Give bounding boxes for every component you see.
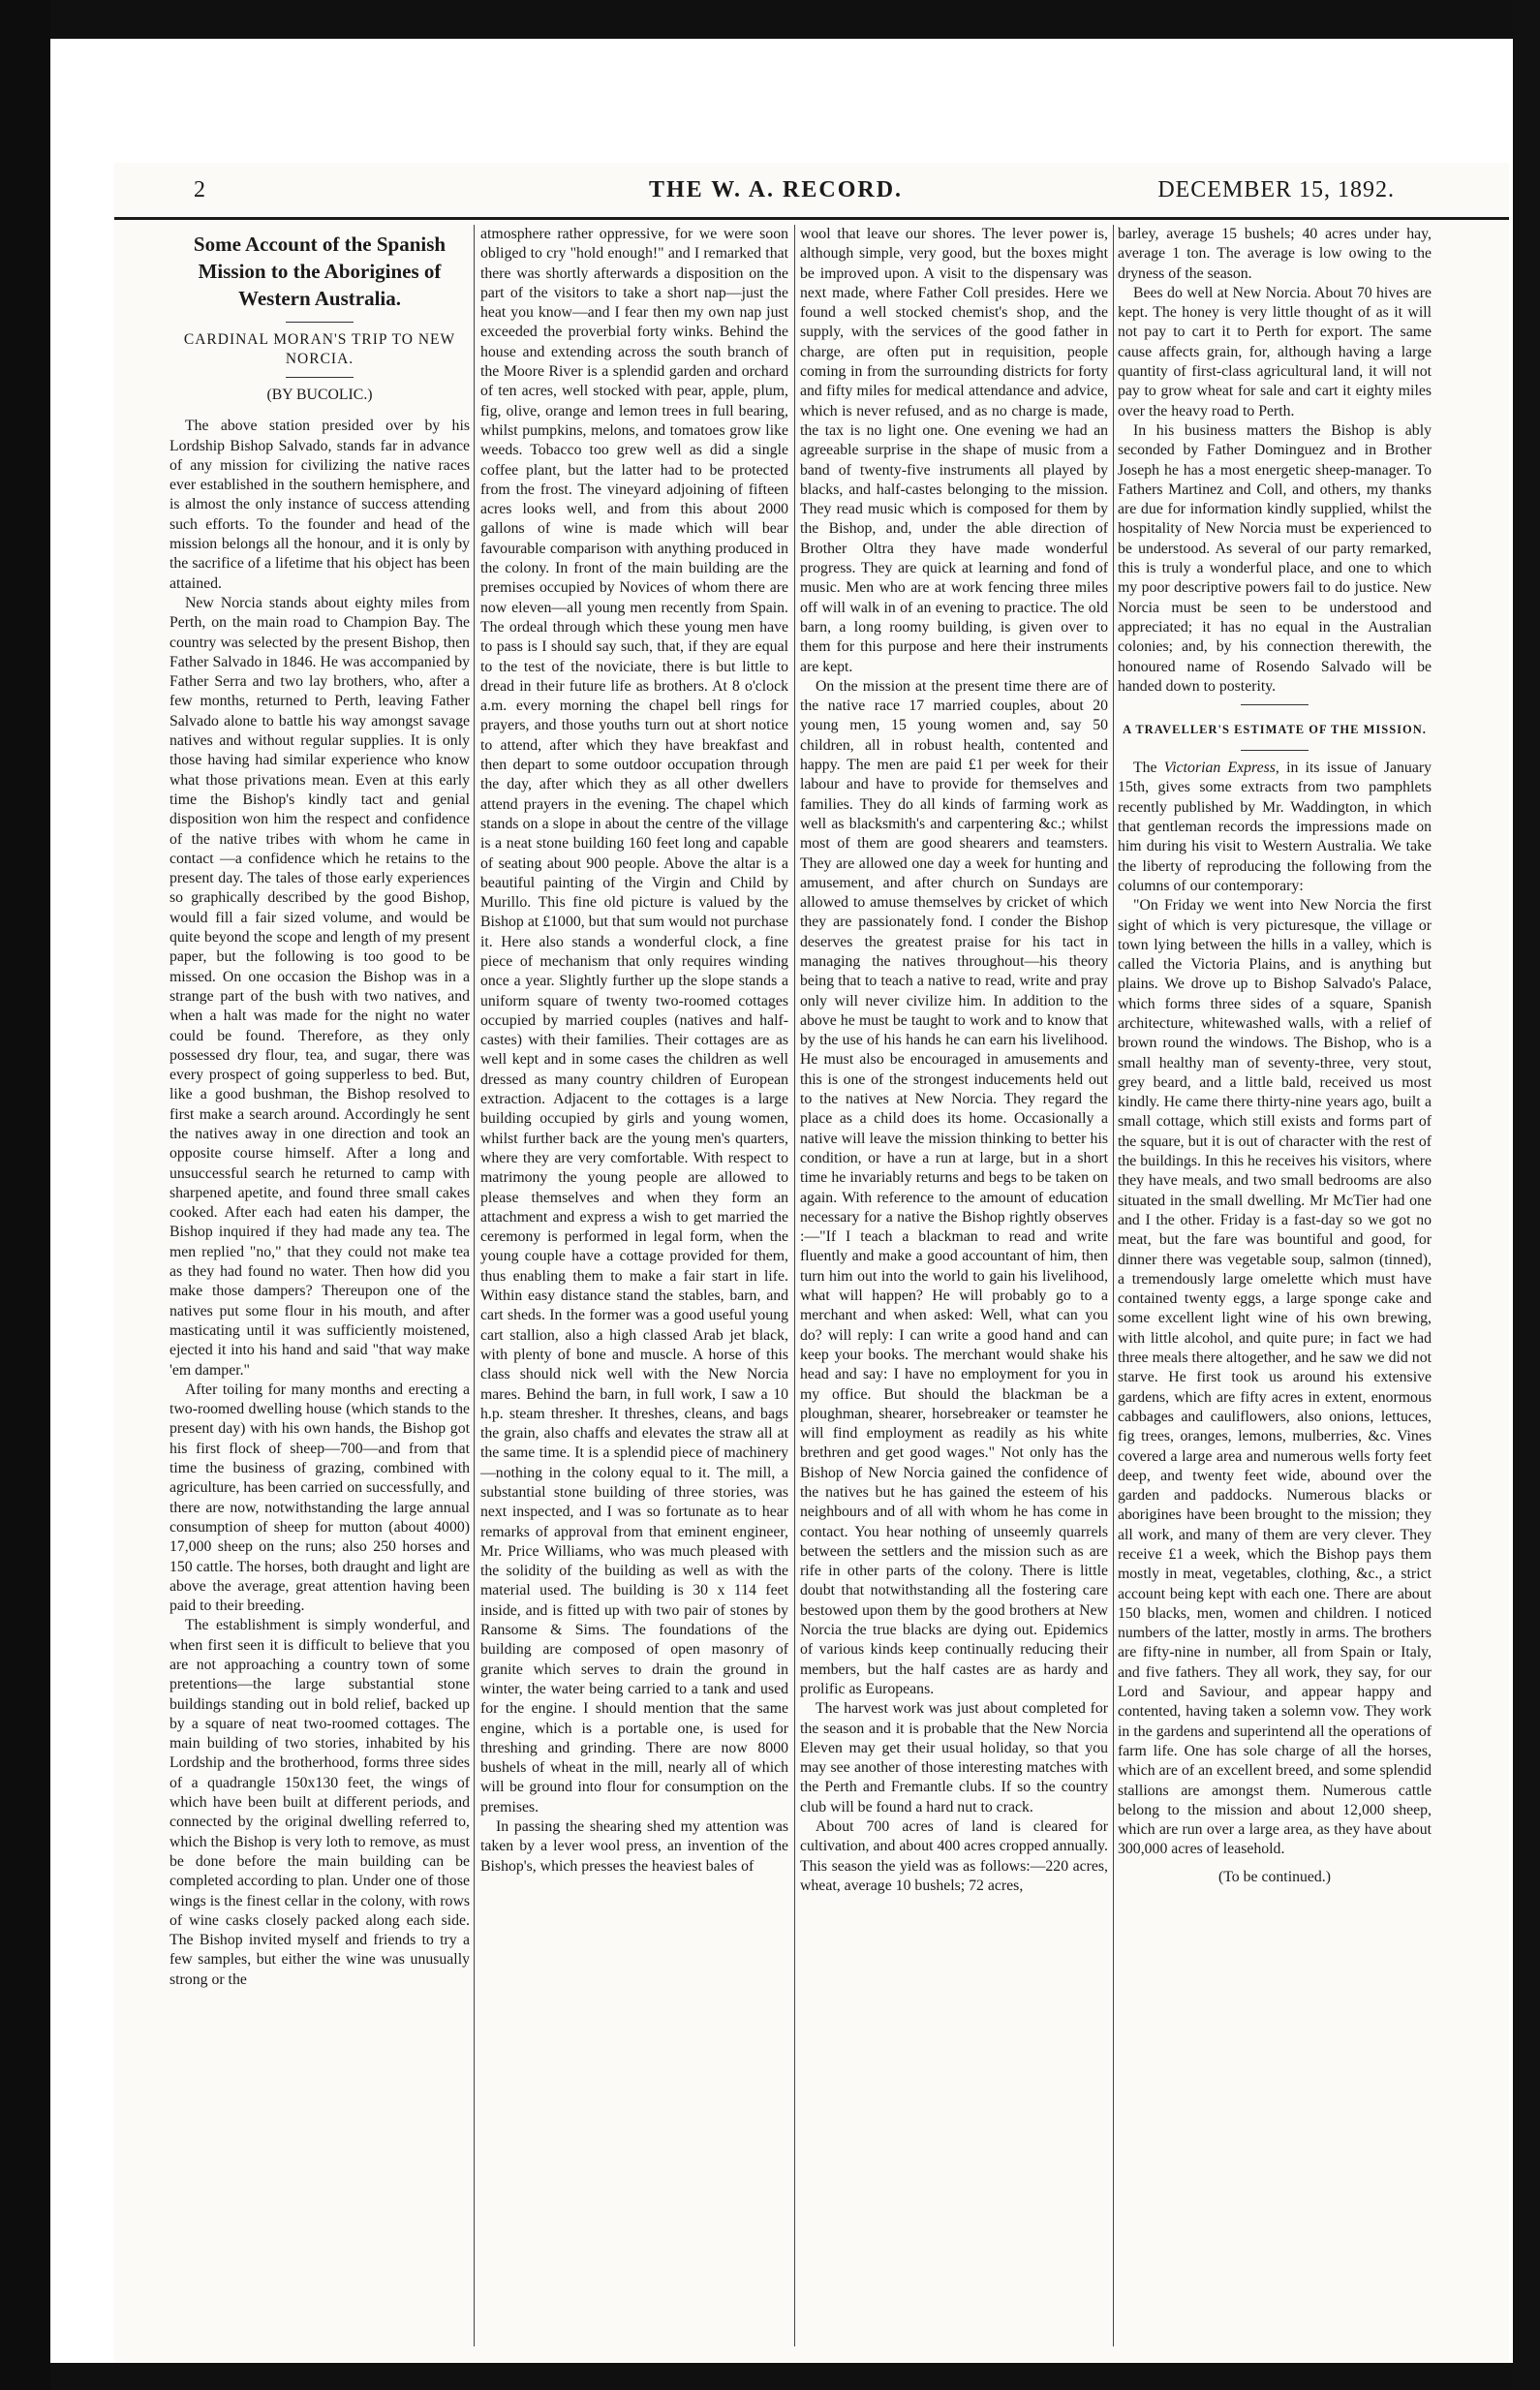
page-number: 2 — [194, 177, 205, 202]
scan-border-top — [0, 0, 1540, 39]
paragraph: Bees do well at New Norcia. About 70 hives are kept. The honey is very little thought of as it will not pay to cart it to Perth for export. The same cause affects grain, for, although having a large quantity of first-class agricultural land, it will not pay to grow wheat for sale and cart it eighty miles over the heavy road to Perth. — [1118, 284, 1432, 419]
paragraph: atmosphere rather oppressive, for we were soon obliged to cry "hold enough!" and I remarked that there was shortly afterwards a disposition on the part of the visitors to take a short nap—just the heat you know—and I fear then my own nap just exceeded the proverbial forty winks. Behind the house and extending across the south branch of the Moore River is a splendid garden and orchard of ten acres, well stocked with pear, apple, plum, fig, olive, orange and lemon trees in full bearing, whilst pumpkins, melons, and tomatoes grow like weeds. Tobacco too grew well as did a single coffee plant, but the latter had to be protected from the frost. The vineyard adjoining of fifteen acres looks well, and from this about 2000 gallons of wine is made which will bear favourable comparison with anything produced in the colony. In front of the main building are the premises occupied by Novices of whom there are now eleven—all young men recently from Spain. The ordeal through which these young men have to pass is I should say such, that, if they are equal to the test of the noviciate, there is but little to dread in their future life as brothers. At 8 o'clock a.m. every morning the chapel bell rings for prayers, and those youths turn out at short notice to attend, after which they have breakfast and then depart to some outdoor occupation through the day, after which they as all other dwellers attend prayers in the evening. The chapel which stands on a slope in about the centre of the village is a neat stone building 160 feet long and capable of seating about 900 people. Above the altar is a beautiful painting of the Virgin and Child by Murillo. This fine old picture is valued by the Bishop at £1000, but that sum would not purchase it. Here also stands a wonderful clock, a fine piece of mechanism that only requires winding once a year. Slightly further up the slope stands a uniform square of twenty two-roomed cottages occupied by married couples (natives and half-castes) with their families. Their cottages are as well kept and in some cases the children as well dressed as many country children of European extraction. Adjacent to the cottages is a large building occupied by girls and young women, whilst further back are the young men's quarters, where they are very comfortable. With respect to matrimony the young people are allowed to please themselves and when they form an attachment and express a wish to get married the ceremony is performed in legal form, when the young couple have a cottage provided for them, thus enabling them to make a fair start in life. Within easy distance stand the stables, barn, and cart sheds. In the former was a good useful young cart stallion, also a high classed Arab jet black, with plenty of bone and muscle. A horse of this class should nick well with the New Norcia mares. Behind the barn, in full work, I saw a 10 h.p. steam thresher. It threshes, cleans, and bags the grain, also chaffs and elevates the straw all at the same time. It is a splendid piece of machinery—nothing in the colony equal to it. The mill, a substantial stone building of three stories, was next inspected, and I was so fortunate as to hear remarks of approval from that eminent engineer, Mr. Price Williams, who was much pleased with the solidity of the building as well as with the material used. The building is 30 x 114 feet inside, and is fitted up with two pair of stones by Ransome & Sims. The foundations of the building are composed of open masonry of granite which serves to drain the ground in winter, the water being carried to a tank and used for the engine. I should mention that the same engine, which is a portable one, is used for threshing and grinding. There are now 8000 bushels of wheat in the mill, nearly all of which will be ground into flour for consumption on the premises. — [480, 226, 788, 1816]
article-headline: Some Account of the Spanish Mission to the Aborigines of Western Australia. — [193, 233, 447, 310]
masthead-rule — [114, 217, 1509, 220]
paragraph: barley, average 15 bushels; 40 acres under hay, average 1 ton. The average is low owing to the dryness of the season. — [1118, 226, 1432, 282]
paragraph: New Norcia stands about eighty miles from Perth, on the main road to Champion Bay. The country was selected by the present Bishop, then Father Salvado in 1846. He was accompanied by Father Serra and two lay brothers, who, after a few months, returned to Perth, leaving Father Salvado alone to battle his way amongst savage natives and without regular supplies. It is only those having had similar experience who know what those privations mean. Even at this early time the Bishop's kindly tact and genial disposition won him the respect and confidence of the native tribes with whom he came in contact —a confidence which he retains to the present day. The tales of those early experiences so graphically described by the good Bishop, would fill a fair sized volume, and would be quite beyond the scope and length of my present paper, but the following is too good to be missed. On one occasion the Bishop was in a strange part of the bush with two natives, and when a halt was made for the night no water could be found. Therefore, as they only possessed dry flour, tea, and sugar, there was every prospect of going supperless to bed. But, like a good bushman, the Bishop resolved to first make a search around. Accordingly he sent the natives away in one direction and took an opposite course himself. After a long and unsuccessful search he returned to camp with sharpened apetite, and found three small cakes cooked. After each had eaten his damper, the Bishop inquired if they had made any tea. The men replied "no," that they could not make tea as they had found no water. Then how did you make those dampers? Thereupon one of the natives put some flour in his mouth, and after masticating until it was sufficiently moistened, ejected it into his hand and said "that way make 'em damper." — [169, 594, 470, 1379]
divider — [286, 322, 354, 323]
article-subhead: CARDINAL MORAN'S TRIP TO NEW NORCIA. — [183, 331, 456, 367]
paragraph: The above station presided over by his Lordship Bishop Salvado, stands far in advance of any mission for civilizing the native races ever established in the southern hemisphere, and is almost the only instance of success attending such efforts. To the founder and head of the mission belongs all the honour, and it is only by the sacrifice of a lifetime that his object has been attained. — [169, 418, 470, 592]
scan-border-right — [1513, 0, 1540, 2390]
paragraph — [1118, 759, 1432, 896]
section-heading: A TRAVELLER'S ESTIMATE OF THE MISSION. — [1123, 723, 1427, 737]
column-4 — [1118, 225, 1432, 2346]
paragraph: The harvest work was just about completed for the season and it is probable that the New Norcia Eleven may get their usual holiday, so that you may see another of those interesting matches with the Perth and Fremantle clubs. If so the country club will be found a hard nut to crack. — [800, 1700, 1108, 1816]
article-byline: (BY BUCOLIC.) — [266, 387, 373, 403]
masthead — [194, 177, 1395, 212]
column-rule — [1113, 225, 1114, 2346]
paragraph: On the mission at the present time there are of the native race 17 married couples, about 20 young men, 15 young women and, say 50 children, all in robust health, contented and happy. The men are paid £1 per week for their labour and have to provide for themselves and families. They do all kinds of farming work as well as blacksmith's and carpentering &c.; whilst most of them are good shearers and teamsters. They are allowed one day a week for hunting and amusement, and after church on Sundays are allowed to amuse themselves by cricket of which they are passionately fond. I conder the Bishop deserves the greatest praise for his tact in managing the natives throughout—his theory being that to teach a native to read, write and pray only will never civilize him. In addition to the above he must be taught to work and to know that by the use of his hands he can earn his livelihood. He must also be encouraged in amusements and this is one of the strongest inducements held out to the natives at New Norcia. They regard the place as a child does its home. Occasionally a native will leave the mission thinking to better his condition, or have a run at large, but in a short time he invariably returns and begs to be taken on again. With reference to the amount of education necessary for a native the Bishop rightly observes :—"If I teach a blackman to read and write fluently and make a good accountant of him, then turn him out into the world to gain his livelihood, what will happen? He will probably go to a merchant and when asked: Well, what can you do? will reply: I can write a good hand and can keep your books. The merchant would shake his head and say: I have no employment for you in my office. But should the blackman be a ploughman, shearer, horsebreaker or teamster he will find employment as readily as his white brethren and get good wages." Not only has the Bishop of New Norcia gained the confidence of the natives but he has gained the esteem of his neighbours and of all with whom he has come in contact. You hear nothing of unseemly quarrels between the settlers and the mission such as are rife in other parts of the colony. There is little doubt that notwithstanding all the fostering care bestowed upon them by the good brothers at New Norcia the true blacks are dying out. Epidemics of various kinds keep continually reducing their members, but the half castes are as hardy and prolific as Europeans. — [800, 677, 1108, 1697]
column-rule — [474, 225, 475, 2346]
paragraph: After toiling for many months and erecting a two-roomed dwelling house (which stands to the present day) with his own hands, the Bishop got his first flock of sheep—700—and from that time the business of grazing, combined with agriculture, has been carried on successfully, and there are now, notwithstanding the large annual consumption of sheep for mutton (about 4000) 17,000 sheep on the runs; also 250 horses and 150 cattle. The horses, both draught and light are above the average, great attention having been paid to their breeding. — [169, 1381, 470, 1615]
continued-note: (To be continued.) — [1217, 1868, 1332, 1885]
column-3 — [800, 225, 1108, 2346]
lead-text: The — [1133, 760, 1164, 777]
issue-date: DECEMBER 15, 1892. — [1157, 177, 1395, 202]
paragraph: About 700 acres of land is cleared for cultivation, and about 400 acres cropped annually. This season the yield was as follows:—220 acres, wheat, average 10 bushels; 72 acres, — [800, 1818, 1108, 1894]
lead-text: , in its issue of January 15th, gives some extracts from two pamphlets recently published by Mr. Waddington, in which that gentleman records the impressions made on him during his visit to Western Australia. We take the liberty of reproducing the following from the columns of our contemporary: — [1118, 760, 1432, 894]
paragraph: The establishment is simply wonderful, and when first seen it is difficult to believe that you are not approaching a country town of some pretentions—the large substantial stone buildings standing out in bold relief, backed up by a square of neat two-roomed cottages. The main building of two stories, inhabited by his Lordship and the brotherhood, forms three sides of a quadrangle 150x130 feet, the wings of which have been built at different periods, and connected by the original dwelling referred to, which the Bishop is very loth to remove, as must be done before the main building can be completed according to plan. Under one of those wings is the finest cellar in the colony, with rows of wine casks closely packed along each side. The Bishop invited myself and friends to try a few samples, but either the wine was unusually strong or the — [169, 1617, 470, 1988]
paragraph: wool that leave our shores. The lever power is, although simple, very good, but the boxes might be improved upon. A visit to the dispensary was next made, where Father Coll presides. Here we found a well stocked chemist's shop, and the supply, with the services of the good father in charge, are often put in requisition, people coming in from the surrounding districts for forty and fifty miles for medical attendance and advice, which is never refused, and as no charge is made, the tax is no light one. One evening we had an agreeable surprise in the shape of music from a band of twenty-five instruments all played by blacks, and half-castes belonging to the mission. They read music which is composed for them by the Bishop, and, under the able direction of Brother Oltra they have made wonderful progress. They are quick at learning and fond of music. Men who are at work fencing three miles off will walk in of an evening to practice. The old barn, a long roomy building, is given over to them for this purpose and here their instruments are kept. — [800, 226, 1108, 675]
paragraph: "On Friday we went into New Norcia the first sight of which is very picturesque, the village or town lying between the hills in a valley, which is called the Victoria Plains, and is anything but plains. We drove up to Bishop Salvado's Palace, which forms three sides of a square, Spanish architecture, whitewashed walls, with a relief of brown round the windows. The Bishop, who is a small healthy man of seventy-three, very stout, grey beard, and a little bald, received us most kindly. He came there thirty-nine years ago, built a small cottage, which still exists and forms part of the square, but it is out of character with the rest of the buildings. In this he receives his visitors, where they have meals, and two small bedrooms are also situated in the small dwelling. Mr McTier had one and I the other. Friday is a fast-day so we got no meat, but the fare was bountiful and good, for dinner there was vegetable soup, salmon (tinned), a tremendously large omelette which must have contained twenty eggs, a large sponge cake and some excellent light wine of his own brewing, with little alcohol, and quite pure; in fact we had three meals there altogether, and he saw we did not starve. He first took us around his extensive gardens, which are fifty acres in extent, enormous cabbages and cauliflowers, also onions, lettuces, fig trees, oranges, lemons, mulberries, &c. Vines covered a large area and numerous wells forty feet deep, and twenty feet wide, abound over the garden and paddocks. Numerous blacks or aborigines have been brought to the mission; they all work, and many of them are very clever. They receive £1 a week, which the Bishop pays them mostly in meat, vegetables, clothing, &c., a strict account being kept with each one. There are about 150 blacks, men, women and children. I noticed numbers of the latter, mostly in arms. The brothers are fifty-nine in number, all from Spain or Italy, and five fathers. They all work, they say, for our Lord and Saviour, and appear happy and contented, having taken a solemn vow. They work in the gardens and superintend all the operations of farm life. One has sole charge of all the horses, which are of an excellent breed, and some splendid stallions are amongst them. Numerous cattle belong to the mission and about 12,000 sheep, which are run over a large area, as they have about 300,000 acres of leasehold. — [1118, 897, 1432, 1858]
divider — [1241, 750, 1309, 751]
column-2 — [480, 225, 788, 2346]
paragraph: In passing the shearing shed my attention was taken by a lever wool press, an invention of the Bishop's, which presses the heaviest bales of — [480, 1818, 788, 1875]
column-rule — [794, 225, 795, 2346]
scan-border-left — [0, 0, 50, 2390]
newspaper-title: THE W. A. RECORD. — [649, 177, 904, 202]
scan-border-bottom — [0, 2363, 1540, 2390]
publication-name: Victorian Express — [1163, 760, 1276, 777]
column-1 — [169, 225, 470, 2346]
paragraph: In his business matters the Bishop is ably seconded by Father Dominguez and in Brother Joseph he has a most energetic sheep-manager. To Fathers Martinez and Coll, and others, my thanks are due for information kindly supplied, whilst the hospitality of New Norcia must be experienced to be understood. As several of our party remarked, this is truly a wonderful place, and one to which my poor descriptive powers fail to do justice. New Norcia must be seen to be understood and appreciated; it has no equal in the Australian colonies; and, by his connection therewith, the honoured name of Rosendo Salvado will be handed down to posterity. — [1118, 421, 1432, 695]
divider — [1241, 704, 1309, 705]
divider — [286, 377, 354, 378]
